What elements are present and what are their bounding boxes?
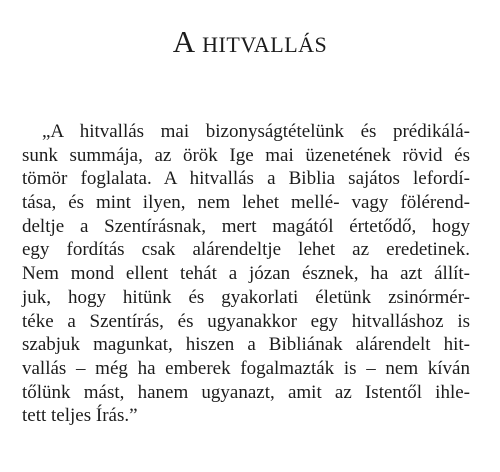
quote-line: egy fordítás csak alárendeltje lehet az eredetinek. [22,239,470,261]
chapter-title: A hitvallás [172,24,328,59]
quote-line: juk, hogy hitünk és gyakorlati életünk zsinórmér- [22,286,470,308]
quote-line: tása, és mint ilyen, nem lehet mellé- vagy fölérend- [22,192,470,214]
quote-line: téke a Szentírás, és ugyanakkor egy hitvalláshoz is [22,310,470,332]
quote-line: szabjuk magunkat, hiszen a Bibliának alárendelt hit- [22,334,470,356]
quote-line: Nem mond ellent tehát a józan észnek, ha azt állít- [22,263,470,285]
quote-line: tett teljes Írás.” [22,405,138,427]
quote-line: sunk summája, az örök Ige mai üzenetének rövid és [22,144,470,166]
quote-paragraph [22,120,470,428]
quote-line: tőlünk mást, hanem ugyanazt, amit az Istentől ihle- [22,381,470,403]
quote-line: tömör foglalata. A hitvallás a Biblia sajátos lefordí- [22,168,470,190]
quote-line: „A hitvallás mai bizonyságtételünk és prédikálá- [42,121,470,142]
quote-line: deltje a Szentírásnak, mert magától értetődő, hogy [22,215,470,237]
quote-line: vallás – még ha emberek fogalmazták is – nem kíván [22,357,470,379]
